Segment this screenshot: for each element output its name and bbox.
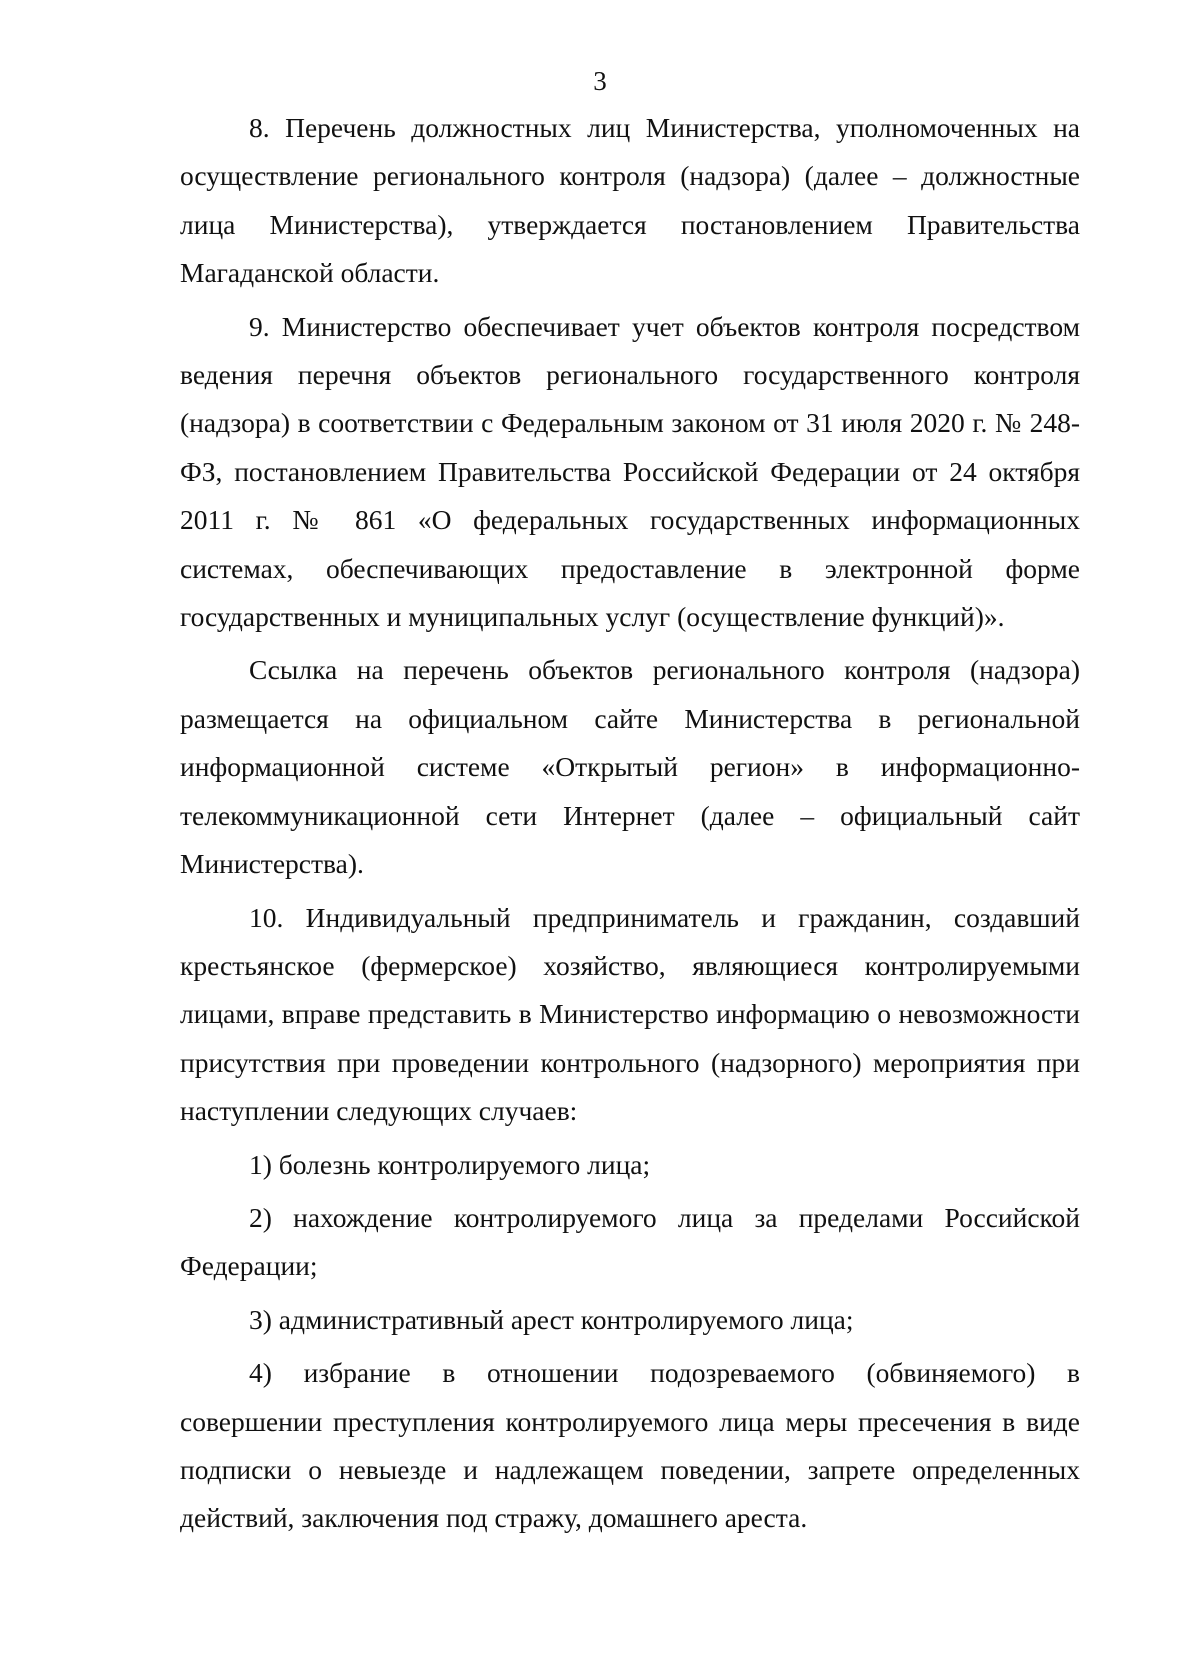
paragraph-9: 9. Министерство обеспечивает учет объектов контроля посредством ведения перечня объектов регионального государственного контроля (надзора) в соответствии с Федеральным законом от 31 июля 2020 г. № 248-ФЗ, постановлением Правительства Российской Федерации от 24 октября 2011 г. № 861 «О федеральных государственных информационных системах, обеспечивающих предоставление в электронной форме государственных и муниципальных услуг (осуществление функций)». <box>180 310 1080 633</box>
list-item-1: 1) болезнь контролируемого лица; <box>249 1148 651 1180</box>
paragraph-link-to-list: Ссылка на перечень объектов регионального контроля (надзора) размещается на официальном сайте Министерства в региональной информационной системе «Открытый регион» в информационно-телекоммуникационной сети Интернет (далее – официальный сайт Министерства). <box>180 654 1080 880</box>
list-item-4: 4) избрание в отношении подозреваемого (обвиняемого) в совершении преступления контролируемого лица меры пресечения в виде подписки о невыезде и надлежащем поведении, запрете определенных действий, заключения под стражу, домашнего ареста. <box>180 1357 1080 1534</box>
paragraph-8: 8. Перечень должностных лиц Министерства, уполномоченных на осуществление регионального контроля (надзора) (далее – должностные лица Министерства), утверждается постановлением Правительства Магаданской области. <box>180 112 1080 289</box>
document-body <box>180 104 1080 1543</box>
list-item-2: 2) нахождение контролируемого лица за пределами Российской Федерации; <box>180 1201 1080 1282</box>
page-number: 3 <box>593 66 607 96</box>
list-item-3: 3) административный арест контролируемого лица; <box>249 1303 854 1335</box>
paragraph-10: 10. Индивидуальный предприниматель и гражданин, создавший крестьянское (фермерское) хозяйство, являющиеся контролируемыми лицами, вправе представить в Министерство информацию о невозможности присутствия при проведении контрольного (надзорного) мероприятия при наступлении следующих случаев: <box>180 901 1080 1127</box>
